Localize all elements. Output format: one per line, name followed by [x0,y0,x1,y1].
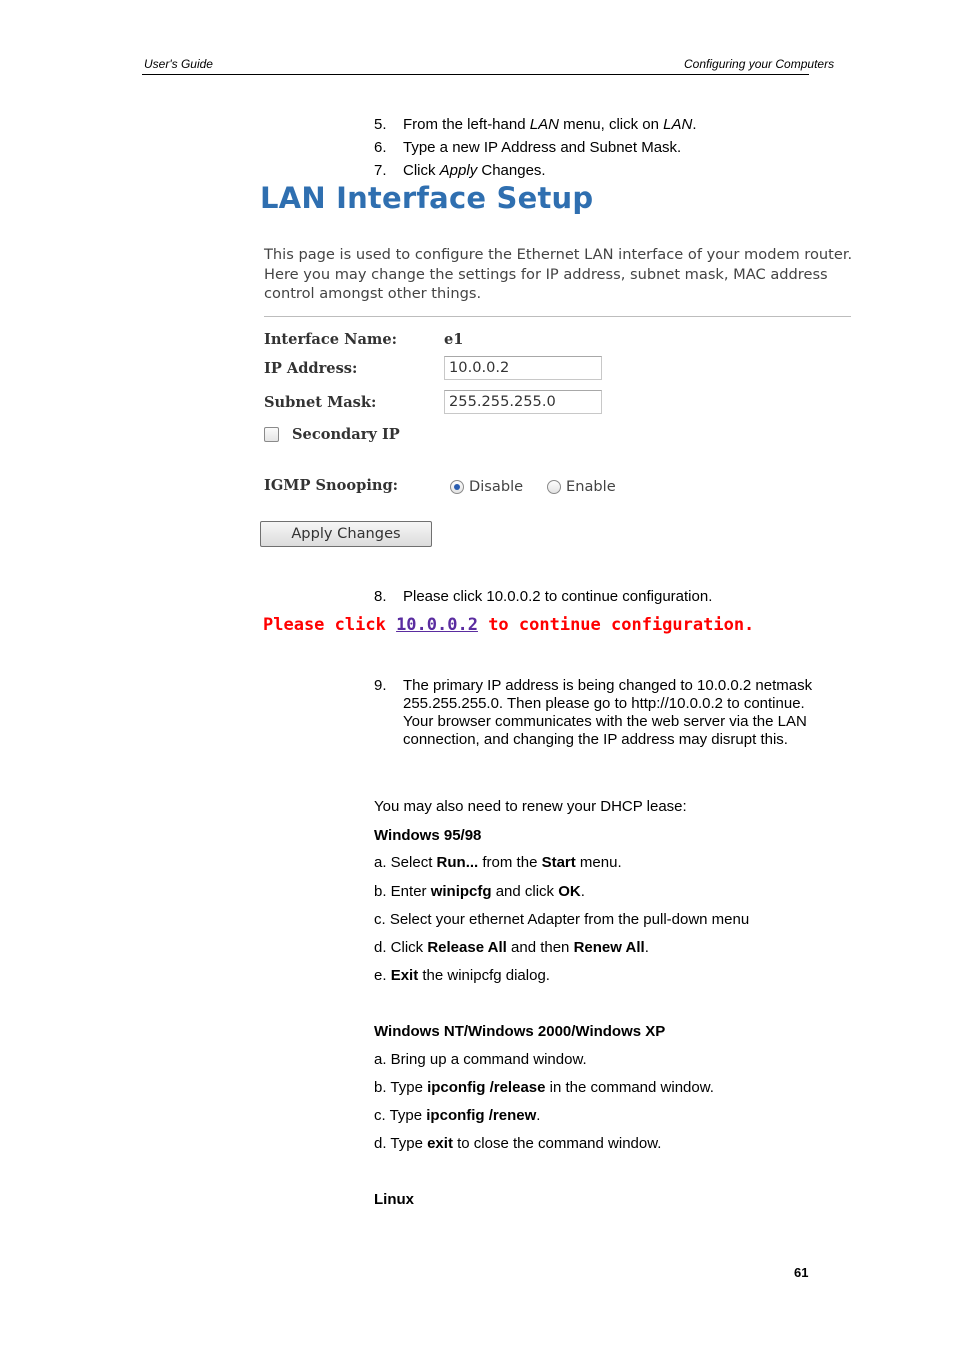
page-number: 61 [794,1265,809,1280]
win9x-step-d: d. Click Release All and then Renew All. [374,939,649,956]
win9x-step-e: e. Exit the winipcfg dialog. [374,967,550,984]
secondary-ip-checkbox[interactable] [264,427,279,442]
step-number: 5. [374,116,387,133]
subnet-mask-label: Subnet Mask: [264,394,377,411]
banner-suffix: to continue configuration. [477,615,755,635]
lan-setup-title: LAN Interface Setup [260,181,594,215]
step-number: 6. [374,139,387,156]
step-number: 9. [374,677,387,694]
continue-link[interactable]: 10.0.0.2 [396,615,478,635]
ip-address-label: IP Address: [264,360,358,377]
interface-name-value: e1 [444,331,464,348]
interface-name-label: Interface Name: [264,331,398,348]
secondary-ip-label: Secondary IP [292,426,400,443]
step-5 [374,116,697,134]
step-number: 8. [374,588,387,605]
step-number: 7. [374,162,387,179]
continue-banner [263,615,754,635]
ip-address-input[interactable]: 10.0.0.2 [444,356,602,380]
winnt-step-b: b. Type ipconfig /release in the command window. [374,1079,714,1096]
winnt-step-d: d. Type exit to close the command window. [374,1135,662,1152]
igmp-disable-radio[interactable] [450,480,464,494]
win9x-step-c: c. Select your ethernet Adapter from the pull-down menu [374,911,750,928]
igmp-enable-label: Enable [566,478,616,495]
step-text: The primary IP address is being changed to 10.0.0.2 netmask 255.255.255.0. Then please go to http://10.0.0.2 to continue. Your browser communicates with the web server via the LAN connection, and changing the IP address may disrupt this. [403,677,813,748]
step-7 [374,162,546,180]
header-right: Configuring your Computers [684,57,835,71]
linux-heading: Linux [374,1191,414,1208]
step-8 [374,588,712,606]
banner-prefix: Please click [263,615,397,635]
igmp-snooping-label: IGMP Snooping: [264,477,399,494]
header-rule [142,74,809,75]
win9x-heading: Windows 95/98 [374,827,482,844]
step-9 [374,677,815,749]
subnet-mask-input[interactable]: 255.255.255.0 [444,390,602,414]
lan-setup-divider [264,316,851,317]
winnt-heading: Windows NT/Windows 2000/Windows XP [374,1023,666,1040]
step-text: Type a new IP Address and Subnet Mask. [403,139,682,156]
win9x-step-a: a. Select Run... from the Start menu. [374,854,622,871]
apply-changes-button[interactable]: Apply Changes [260,521,432,547]
dhcp-intro: You may also need to renew your DHCP lease: [374,798,687,815]
igmp-disable-label: Disable [469,478,524,495]
step-6 [374,139,681,157]
step-text: Click Apply Changes. [403,162,546,179]
step-text: From the left-hand LAN menu, click on LAN. [403,116,697,133]
header-left: User's Guide [144,57,213,71]
igmp-enable-radio[interactable] [547,480,561,494]
winnt-step-a: a. Bring up a command window. [374,1051,587,1068]
win9x-step-b: b. Enter winipcfg and click OK. [374,883,585,900]
lan-setup-description: This page is used to configure the Ethernet LAN interface of your modem router. Here you may change the settings for IP address, subnet mask, MAC address control amongst other things. [264,246,853,303]
step-text: Please click 10.0.0.2 to continue configuration. [403,588,713,605]
winnt-step-c: c. Type ipconfig /renew. [374,1107,541,1124]
